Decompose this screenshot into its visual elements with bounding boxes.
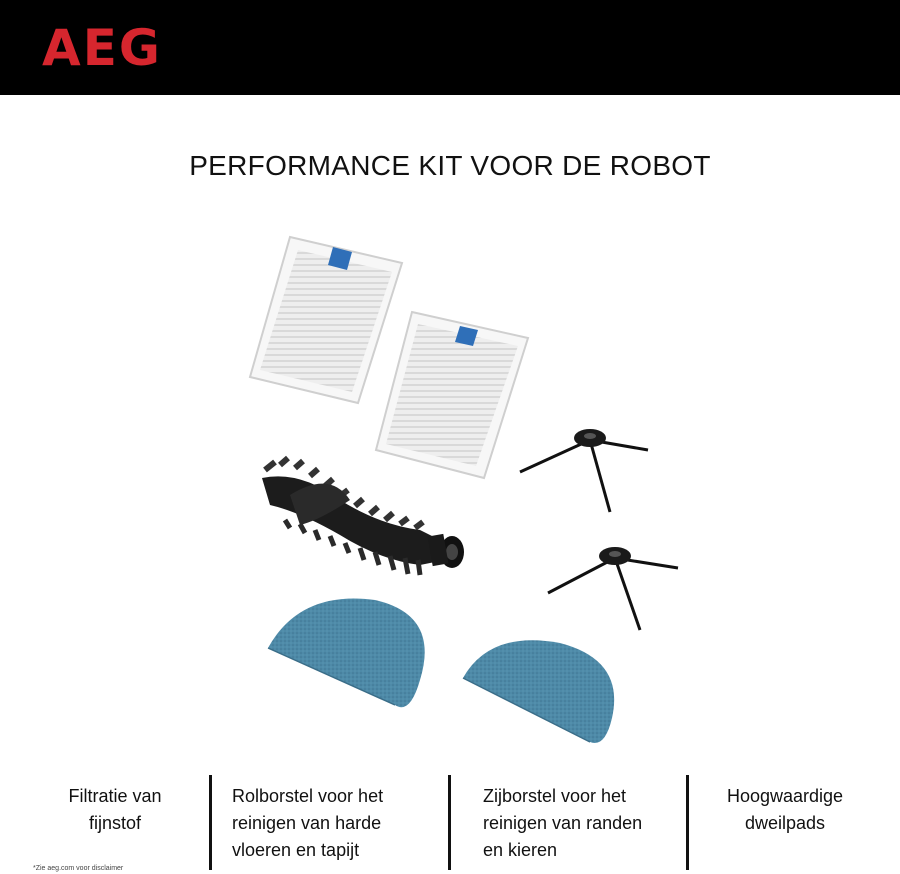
side-brush-icon xyxy=(548,547,678,630)
feature-side-brush xyxy=(483,783,673,864)
aeg-logo: AEG xyxy=(42,19,162,77)
feature-line: Hoogwaardige xyxy=(726,786,844,806)
page-title: PERFORMANCE KIT VOOR DE ROBOT xyxy=(189,150,711,181)
divider xyxy=(448,775,451,870)
feature-line: dweilpads xyxy=(744,813,826,833)
feature-mop-pads xyxy=(705,783,865,837)
feature-line: vloeren en tapijt xyxy=(232,840,360,860)
feature-line: reinigen van harde xyxy=(232,813,382,833)
divider xyxy=(209,775,212,870)
feature-filtration xyxy=(45,783,185,837)
feature-line: Zijborstel voor het xyxy=(483,786,627,806)
hepa-filter-icon xyxy=(376,312,528,478)
roller-brush-icon xyxy=(262,458,464,575)
disclaimer-text: *Zie aeg.com voor disclaimer xyxy=(33,865,124,872)
divider xyxy=(686,775,689,870)
feature-line: reinigen van randen xyxy=(483,813,643,833)
feature-line: fijnstof xyxy=(88,813,142,833)
hepa-filter-icon xyxy=(250,237,402,403)
feature-line: Filtratie van xyxy=(68,786,162,806)
feature-line: en kieren xyxy=(483,840,558,860)
side-brush-icon xyxy=(520,429,648,512)
feature-line: Rolborstel voor het xyxy=(232,786,384,806)
mop-pad-icon xyxy=(463,640,614,743)
mop-pad-icon xyxy=(268,599,425,708)
feature-roller-brush xyxy=(232,783,422,864)
